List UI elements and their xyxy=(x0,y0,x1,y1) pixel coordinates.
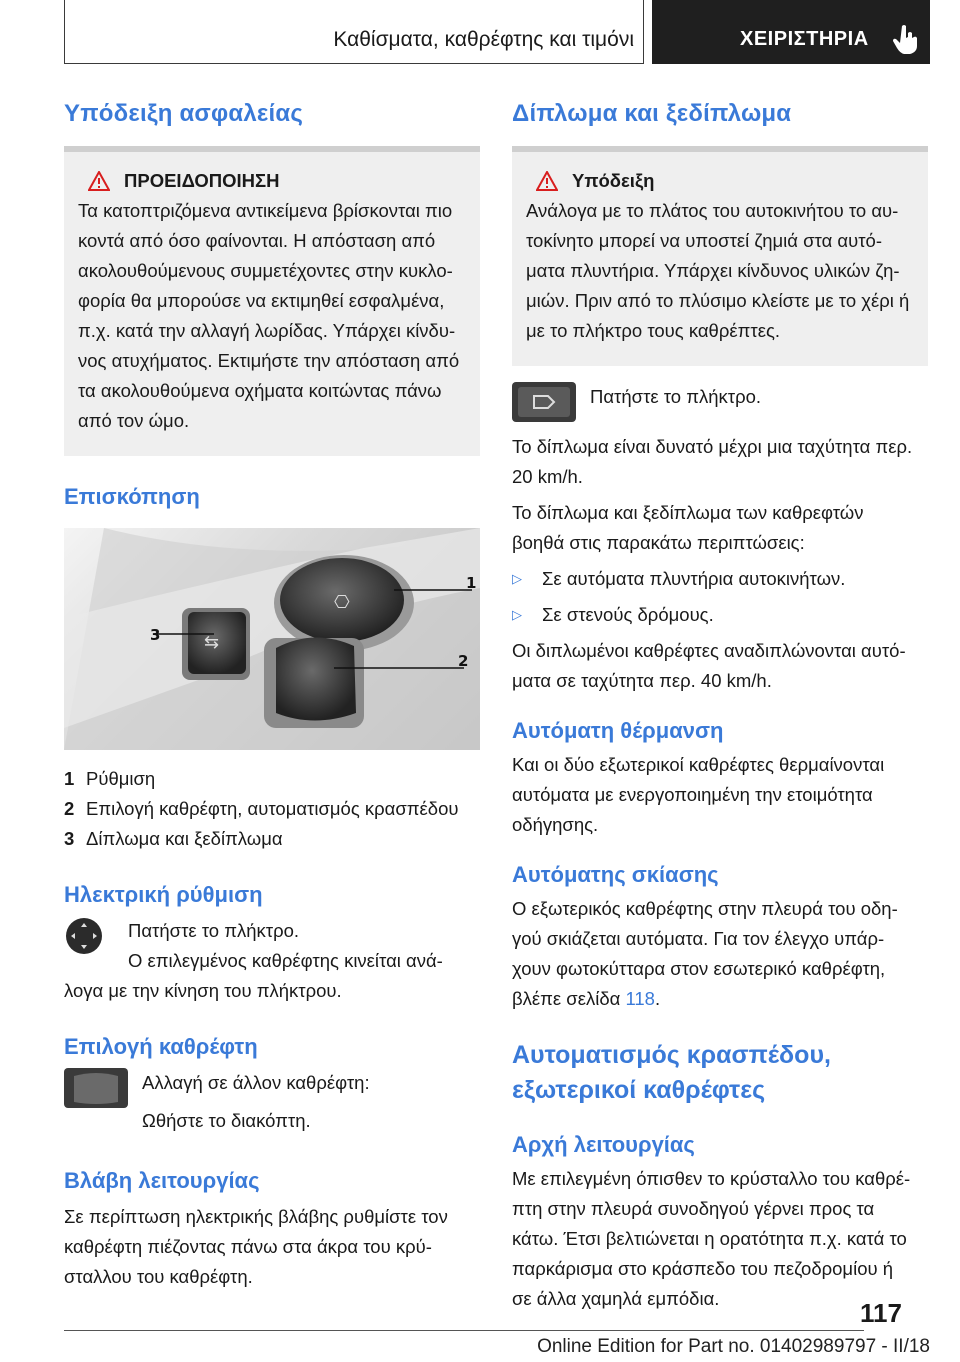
bullet-item: ▷ Σε αυτόματα πλυντήρια αυτοκινήτων. xyxy=(512,564,928,594)
dimming-see-line: βλέπε σελίδα 118. xyxy=(512,988,661,1009)
bullet-item: ▷ Σε στενούς δρόμους. xyxy=(512,600,928,630)
curb-heading-line1: Αυτοματισμός κρασπέδου, xyxy=(512,1041,831,1069)
principle-heading: Αρχή λειτουργίας xyxy=(512,1132,695,1157)
fault-line: καθρέφτη πιέζοντας πάνω στα άκρα του κρύ‐ xyxy=(64,1236,432,1257)
dimming-line: Ο εξωτερικός καθρέφτης στην πλευρά του οδη‐ xyxy=(512,898,898,919)
warning-line: Τα κατοπτριζόμενα αντικείμενα βρίσκονται πιο xyxy=(78,200,453,221)
principle-line: σε άλλα χαμηλά εμπόδια. xyxy=(512,1288,720,1309)
electric-description: Ο επιλεγμένος καθρέφτης κινείται ανά‐ xyxy=(128,950,443,971)
warning-line: τα ακολουθούμενα οχήματα κοιτώντας πάνω xyxy=(78,380,442,401)
fold-help-line: βοηθά στις παρακάτω περιπτώσεις: xyxy=(512,532,805,553)
electric-instruction: Πατήστε το πλήκτρο. xyxy=(128,920,300,941)
note-box xyxy=(512,152,928,366)
fault-heading: Βλάβη λειτουργίας xyxy=(64,1168,260,1193)
fold-speed-line: Το δίπλωμα είναι δυνατό μέχρι μια ταχύτητα περ. xyxy=(512,436,913,457)
warning-line: φορία θα μπορούσε να εκτιμηθεί εσφαλμένα, xyxy=(78,290,445,311)
page-reference-link[interactable]: 118 xyxy=(625,988,655,1009)
principle-line: Με επιλεγμένη όπισθεν το κρύσταλλο του καθρέ‐ xyxy=(512,1168,911,1189)
caution-triangle-icon xyxy=(536,171,558,191)
heating-line: αυτόματα με ενεργοποιημένη την ετοιμότητα xyxy=(512,784,873,805)
callout-1: 1 xyxy=(466,574,477,592)
dimming-heading: Αυτόματης σκίασης xyxy=(512,862,719,887)
edition-footer: Online Edition for Part no. 01402989797 - II/18 xyxy=(537,1336,930,1357)
overview-heading: Επισκόπηση xyxy=(64,484,200,509)
heating-line: Και οι δύο εξωτερικοί καθρέφτες θερμαίνονται xyxy=(512,754,885,775)
dimming-line: γού σκιάζεται αυτόματα. Για τον έλεγχο υπάρ‐ xyxy=(512,928,885,949)
warning-line: από τον ώμο. xyxy=(78,410,190,431)
section-label: ΧΕΙΡΙΣΤΗΡΙΑ xyxy=(740,28,869,50)
principle-line: πτη στην πλευρά συνοδηγού γέρνει προς τα xyxy=(512,1198,875,1219)
fold-mirror-button-icon xyxy=(512,382,576,422)
page-number: 117 xyxy=(860,1298,902,1328)
legend-item: 3 Δίπλωμα και ξεδίπλωμα xyxy=(64,828,283,849)
unfold-line: ματα σε ταχύτητα περ. 40 km/h. xyxy=(512,670,772,691)
select-action: Ωθήστε το διακόπτη. xyxy=(142,1110,311,1131)
fold-instruction: Πατήστε το πλήκτρο. xyxy=(590,386,762,407)
curb-heading-line2: εξωτερικοί καθρέφτες xyxy=(512,1076,766,1104)
warning-line: νος ατυχήματος. Εκτιμήστε την απόσταση από xyxy=(78,350,460,371)
figure-legend xyxy=(64,764,480,854)
electric-heading: Ηλεκτρική ρύθμιση xyxy=(64,882,263,907)
chapter-title: Καθίσματα, καθρέφτης και τιμόνι xyxy=(333,28,634,51)
mirror-selector-switch-icon xyxy=(64,1068,128,1108)
mirror-controls-figure xyxy=(64,528,480,750)
principle-line: παρκάρισμα στο κράσπεδο του πεζοδρομίου ή xyxy=(512,1258,894,1279)
svg-text:⇆: ⇆ xyxy=(204,632,220,653)
legend-item: 2 Επιλογή καθρέφτη, αυτοματισμός κρασπέδου xyxy=(64,798,459,819)
warning-title: ΠΡΟΕΙΔΟΠΟΙΗΣΗ xyxy=(124,170,280,191)
warning-triangle-icon xyxy=(88,171,110,191)
dimming-line: χουν φωτοκύτταρα στον εσωτερικό καθρέφτη, xyxy=(512,958,886,979)
warning-box xyxy=(64,152,480,456)
svg-text:⎔: ⎔ xyxy=(334,592,350,613)
fold-help-line: Το δίπλωμα και ξεδίπλωμα των καθρεφτών xyxy=(512,502,864,523)
note-line: Ανάλογα με το πλάτος του αυτοκινήτου το αυ‐ xyxy=(526,200,899,221)
fold-heading: Δίπλωμα και ξεδίπλωμα xyxy=(512,100,792,127)
electric-description-cont: λογα με την κίνηση του πλήκτρου. xyxy=(64,980,342,1001)
fold-speed-line: 20 km/h. xyxy=(512,466,583,487)
note-line: με το πλήκτρο τους καθρέπτες. xyxy=(526,320,780,341)
callout-2: 2 xyxy=(458,652,469,670)
note-line: τοκίνητο μπορεί να υποστεί ζημιά στα αυτό‐ xyxy=(526,230,882,251)
footer-rule xyxy=(64,1330,864,1331)
heating-heading: Αυτόματη θέρμανση xyxy=(512,718,724,743)
note-title: Υπόδειξη xyxy=(572,170,655,191)
mirror-controls-illustration xyxy=(64,528,480,750)
principle-line: κάτω. Έτσι βελτιώνεται η ορατότητα π.χ. κατά το xyxy=(512,1228,907,1249)
hand-pointer-icon xyxy=(892,24,922,56)
fault-line: σταλλου του καθρέφτη. xyxy=(64,1266,253,1287)
legend-item: 1 Ρύθμιση xyxy=(64,768,156,789)
callout-3: 3 xyxy=(150,626,161,644)
safety-heading: Υπόδειξη ασφαλείας xyxy=(64,100,304,127)
bullet-triangle-icon: ▷ xyxy=(512,571,522,586)
select-heading: Επιλογή καθρέφτη xyxy=(64,1034,258,1059)
bullet-triangle-icon: ▷ xyxy=(512,607,522,622)
warning-line: π.χ. κατά την αλλαγή λωρίδας. Υπάρχει κίνδυ‐ xyxy=(78,320,456,341)
fault-line: Σε περίπτωση ηλεκτρικής βλάβης ρυθμίστε τον xyxy=(64,1206,448,1227)
unfold-line: Οι διπλωμένοι καθρέφτες αναδιπλώνονται αυτό‐ xyxy=(512,640,906,661)
heating-line: οδήγησης. xyxy=(512,814,599,835)
warning-line: ακολουθούμενους συμμετέχοντες στην κυκλο‐ xyxy=(78,260,453,281)
note-line: ματα πλυντήρια. Υπάρχει κίνδυνος υλικών ζη‐ xyxy=(526,260,900,281)
right-column xyxy=(512,100,928,1314)
warning-line: κοντά από όσο φαίνονται. Η απόσταση από xyxy=(78,230,436,251)
note-line: μιών. Πριν από το πλύσιμο κλείστε με το χέρι ή xyxy=(526,290,910,311)
joystick-button-icon xyxy=(64,916,104,956)
left-column xyxy=(64,100,480,1292)
select-instruction: Αλλαγή σε άλλον καθρέφτη: xyxy=(142,1072,370,1093)
